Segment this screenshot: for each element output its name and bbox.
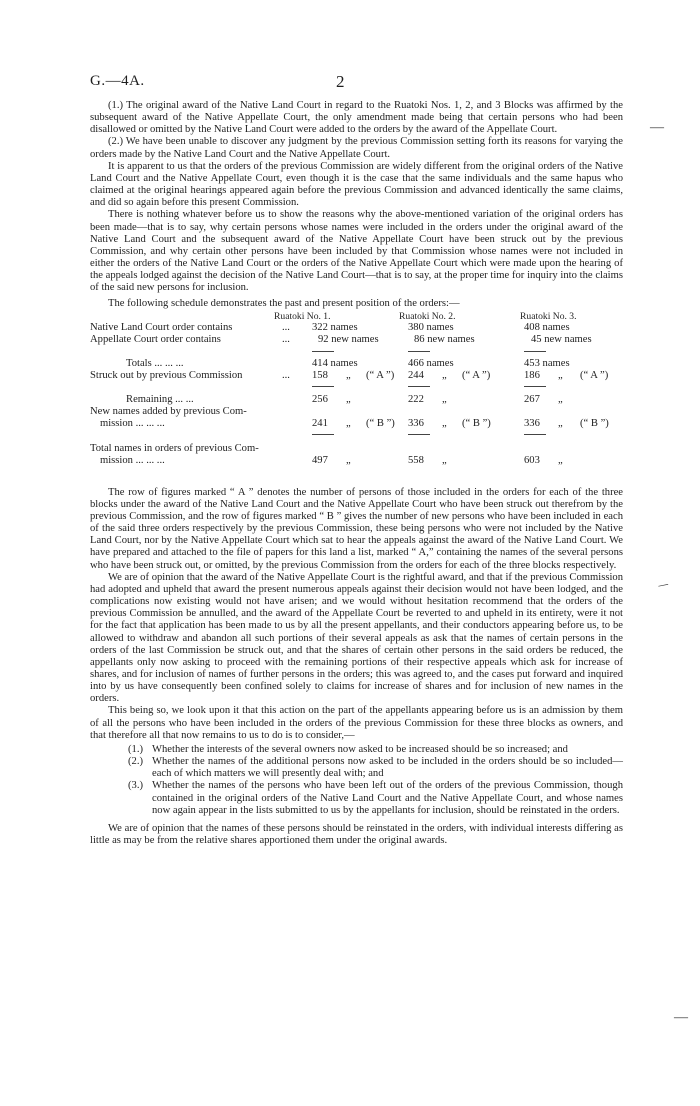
ditto-mark: „ (442, 454, 447, 466)
ditto-mark: „ (558, 417, 563, 429)
table-cell: 408 names (524, 321, 570, 333)
list-item-number: (1.) (128, 743, 144, 755)
paragraph: We are of opinion that the award of the Native Appellate Court is the rightful award, and that if the previous Commission had adopted and upheld that award the present numerous appeals against their decision would not have been lodged, and the complications now existing would not have arisen; and we would without hesitation recommend that the orders of the previous Commission be annulled, and the award of the Appellate Court be reverted to and upheld in its entirety, were it not for the fact that application has been made to us by all the present appellants, and their conductors appearing before us, to be allowed to withdraw and abandon all such portions of their several appeals as ask that the names of certain persons in the orders of the last Commission be struck out, and that the shares of certain other persons in the said orders be reduced, the appellants only now asking to proceed with the remaining portions of their respective appeals which ask for increase of shares, and for inclusion of names of further persons in the orders; this was agreed to, and the cases put forward and inquired into by us have consequently been confined solely to claims for increase of shares and for inclusion of new names in the orders. (90, 571, 623, 705)
paragraph: The row of figures marked “ A ” denotes the number of persons of those included in the orders for each of the three blocks under the award of the Native Land Court and the Native Appellate Court who have been struck out therefrom by the previous Commission, and the row of figures marked “ B ” gives the number of new persons who have been included in each of the said three orders respectively by the previous Commission, these being persons who were not included by the Native Land Court, nor by the Native Appellate Court which sat to hear the appeals against the award of the Native Land Court. We have prepared and attached to the file of papers for this land a list, marked “ A,” containing the names of the several persons who have been struck out, or omitted, by the previous Commission from the orders for each of the three blocks respectively. (90, 486, 623, 571)
marker-b: (“ B ”) (366, 417, 395, 429)
ditto-mark: „ (346, 454, 351, 466)
document-reference: G.—4A. (90, 73, 145, 89)
orders-schedule-table (90, 310, 623, 483)
paragraph: We are of opinion that the names of these persons should be reinstated in the orders, with individual interests differing as little as may be from the relative shares apportioned them under the original awards. (90, 822, 623, 847)
table-cell: 158 (312, 369, 328, 381)
rule-line (524, 434, 546, 435)
row-label: mission ... ... ... (100, 454, 165, 466)
list-item-number: (3.) (128, 780, 144, 792)
list-item-text: Whether the names of the persons who have been left out of the orders of the previous Commission, though contained in the original orders of the Native Land Court and the Native Appellate Court, and whose names now again appear in the lists submitted to us by the appellants for inclusion, should be reinstated in the orders. (152, 780, 623, 816)
rule-line (312, 386, 334, 387)
rule-line (312, 434, 334, 435)
rule-line (524, 386, 546, 387)
marker-a: (“ A ”) (580, 369, 609, 381)
rule-line (312, 351, 334, 352)
paragraph: There is nothing whatever before us to show the reasons why the above-mentioned variation of the original orders has been made—that is to say, why certain persons whose names were included in the orders under the original award of the Native Land Court and the subsequent award of the Native Appellate Court have been struck out by the previous Commission, and why certain other persons have been included by that Commission whose names were not included in either the orders of the Native Land Court or the orders of the Native Appellate Court which were made upon the hearing of the appeals lodged against the decision of the Native Land Court—that is to say, at the proper time for inquiry into the claims of the said new persons for inclusion. (90, 209, 623, 294)
marker-b: (“ B ”) (462, 417, 491, 429)
marker-a: (“ A ”) (462, 369, 491, 381)
ditto-mark: „ (346, 369, 351, 381)
table-cell: 322 names (312, 321, 358, 333)
column-header: Ruatoki No. 1. (274, 310, 331, 322)
table-cell: 186 (524, 369, 540, 381)
marker-b: (“ B ”) (580, 417, 609, 429)
ditto-mark: „ (558, 369, 563, 381)
table-cell: 86 new names (414, 333, 475, 345)
ditto-mark: „ (442, 417, 447, 429)
paragraph: It is apparent to us that the orders of the previous Commission are widely different from the original orders of the Native Land Court and the Native Appellate Court, even though it is the case that the same individuals and the same hapus who claimed at the original hearings appeared again before the previous Commission and advanced identically the same claims, and did so again before this present Commission. (90, 160, 623, 209)
row-dots: ... (282, 369, 290, 381)
row-label: Struck out by previous Commission (90, 369, 243, 381)
table-cell: 466 names (408, 357, 454, 369)
row-label: Total names in orders of previous Com- (90, 442, 259, 454)
document-body (90, 100, 623, 847)
list-item-text: Whether the names of the additional persons now asked to be included in the orders should be so included—each of which matters we will presently deal with; and (152, 756, 623, 780)
rule-line (408, 386, 430, 387)
paragraph: This being so, we look upon it that this action on the part of the appellants appearing before us is an admission by them of all the persons who have been included in the orders of the previous Commission for these three blocks as owners, and that therefore all that now remains to us to do is to consider,— (90, 705, 623, 741)
list-item (90, 756, 623, 780)
column-header: Ruatoki No. 3. (520, 310, 577, 322)
row-label: New names added by previous Com- (90, 405, 247, 417)
table-cell: 380 names (408, 321, 454, 333)
row-dots: ... (282, 333, 290, 345)
rule-line (408, 434, 430, 435)
list-item (90, 744, 623, 756)
rule-line (408, 351, 430, 352)
paragraph: The following schedule demonstrates the past and present position of the orders:— (108, 297, 460, 309)
margin-tick-mark: — (674, 1010, 688, 1025)
ditto-mark: „ (346, 417, 351, 429)
column-header: Ruatoki No. 2. (399, 310, 456, 322)
ditto-mark: „ (442, 393, 447, 405)
row-label: Remaining ... ... (126, 393, 194, 405)
table-cell: 241 (312, 417, 328, 429)
table-cell: 244 (408, 369, 424, 381)
paragraph: (1.) The original award of the Native Land Court in regard to the Ruatoki Nos. 1, 2, and 3 Blocks was affirmed by the subsequent award of the Native Appellate Court, the only amendment made being that certain persons who had been disallowed or omitted by the Native Land Court were added to the orders by the award of the Appellate Court. (90, 100, 623, 136)
ditto-mark: „ (346, 393, 351, 405)
list-item (90, 780, 623, 816)
row-dots: ... (282, 321, 290, 333)
table-cell: 336 (408, 417, 424, 429)
considerations-list (90, 744, 623, 817)
margin-stroke-mark: / (654, 580, 670, 592)
paragraph: (2.) We have been unable to discover any judgment by the previous Commission setting forth its reasons for varying the orders made by the Native Land Court and the Native Appellate Court. (90, 136, 623, 160)
row-label: mission ... ... ... (100, 417, 165, 429)
ditto-mark: „ (558, 393, 563, 405)
marker-a: (“ A ”) (366, 369, 395, 381)
table-cell: 256 (312, 393, 328, 405)
table-cell: 267 (524, 393, 540, 405)
table-cell: 603 (524, 454, 540, 466)
table-cell: 336 (524, 417, 540, 429)
table-cell: 414 names (312, 357, 358, 369)
table-cell: 222 (408, 393, 424, 405)
ditto-mark: „ (442, 369, 447, 381)
row-label: Totals ... ... ... (126, 357, 184, 369)
table-cell: 45 new names (531, 333, 592, 345)
page-number: 2 (336, 72, 345, 91)
table-cell: 453 names (524, 357, 570, 369)
table-cell: 558 (408, 454, 424, 466)
margin-tick-mark: — (650, 120, 664, 135)
list-item-number: (2.) (128, 756, 144, 768)
row-label: Appellate Court order contains (90, 333, 221, 345)
rule-line (524, 351, 546, 352)
table-cell: 497 (312, 454, 328, 466)
row-label: Native Land Court order contains (90, 321, 233, 333)
ditto-mark: „ (558, 454, 563, 466)
table-cell: 92 new names (318, 333, 379, 345)
list-item-text: Whether the interests of the several owners now asked to be increased should be so increased; and (152, 743, 568, 755)
